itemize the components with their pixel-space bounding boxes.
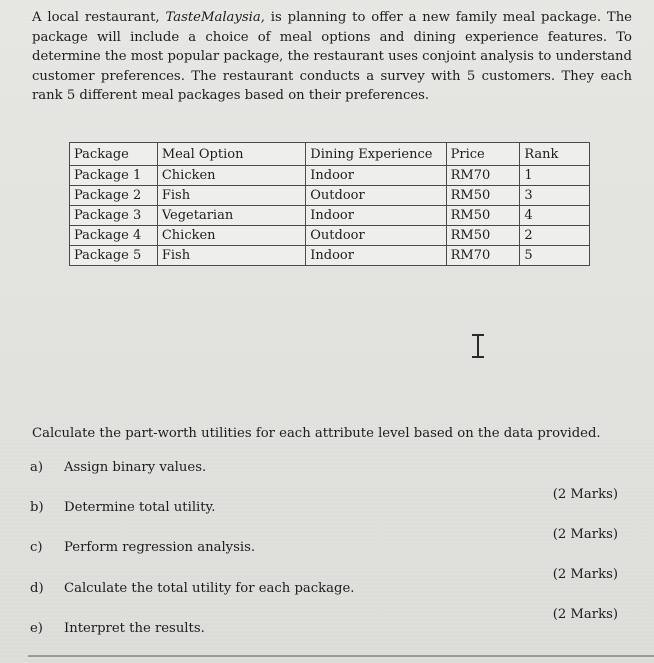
part-text: Interpret the results. — [64, 621, 205, 636]
cell-dining-experience: Indoor — [306, 206, 446, 226]
part-label: b) — [30, 500, 44, 515]
part-b — [30, 500, 215, 515]
cell-price: RM50 — [446, 186, 520, 206]
part-label: c) — [30, 540, 43, 555]
cell-dining-experience: Outdoor — [306, 226, 446, 246]
cell-package: Package 3 — [70, 206, 158, 226]
cell-dining-experience: Indoor — [306, 166, 446, 186]
part-text: Calculate the total utility for each package. — [64, 581, 355, 596]
part-e — [30, 621, 205, 636]
marks-d: (2 Marks) — [552, 607, 618, 622]
cell-meal-option: Chicken — [157, 226, 305, 246]
cell-meal-option: Chicken — [157, 166, 305, 186]
packages-table — [69, 142, 590, 266]
part-text: Determine total utility. — [64, 500, 216, 515]
cell-price: RM70 — [446, 166, 520, 186]
cell-meal-option: Fish — [157, 186, 305, 206]
header-dining-experience: Dining Experience — [306, 143, 446, 166]
intro-text-rest: , is planning to offer a new family meal package. The package will include a choice of meal options and dining experience features. To determine the most popular package, the restaurant uses conjoint analysis to understand customer preferences. The restaurant conducts a survey with 5 customers. They each rank 5 different meal packages based on their preferences. — [32, 10, 632, 104]
intro-text-start: A local restaurant, — [32, 10, 166, 25]
table-row — [70, 246, 590, 266]
restaurant-name: TasteMalaysia — [165, 10, 261, 25]
part-label: e) — [30, 621, 43, 636]
part-text: Perform regression analysis. — [64, 540, 256, 555]
cell-package: Package 1 — [70, 166, 158, 186]
cell-rank: 3 — [520, 186, 590, 206]
text-cursor-icon — [470, 333, 486, 359]
table-header-row — [70, 143, 590, 166]
marks-c: (2 Marks) — [552, 567, 618, 582]
header-meal-option: Meal Option — [157, 143, 305, 166]
cell-rank: 5 — [520, 246, 590, 266]
intro-paragraph — [32, 8, 632, 106]
cell-rank: 4 — [520, 206, 590, 226]
part-text: Assign binary values. — [64, 460, 207, 475]
cell-meal-option: Fish — [157, 246, 305, 266]
cell-dining-experience: Outdoor — [306, 186, 446, 206]
cell-package: Package 5 — [70, 246, 158, 266]
cell-rank: 1 — [520, 166, 590, 186]
cell-price: RM50 — [446, 226, 520, 246]
header-rank: Rank — [520, 143, 590, 166]
bottom-divider — [28, 655, 654, 657]
marks-b: (2 Marks) — [552, 527, 618, 542]
marks-a: (2 Marks) — [552, 487, 618, 502]
cell-price: RM70 — [446, 246, 520, 266]
table-row — [70, 226, 590, 246]
cell-package: Package 2 — [70, 186, 158, 206]
cell-dining-experience: Indoor — [306, 246, 446, 266]
cell-package: Package 4 — [70, 226, 158, 246]
header-package: Package — [70, 143, 158, 166]
part-label: d) — [30, 581, 44, 596]
part-a — [30, 460, 206, 475]
table-row — [70, 186, 590, 206]
table-row — [70, 206, 590, 226]
question-text: Calculate the part-worth utilities for each attribute level based on the data provided. — [32, 426, 601, 441]
header-price: Price — [446, 143, 520, 166]
table-row — [70, 166, 590, 186]
cell-meal-option: Vegetarian — [157, 206, 305, 226]
part-d — [30, 581, 354, 596]
cell-rank: 2 — [520, 226, 590, 246]
part-label: a) — [30, 460, 44, 475]
part-c — [30, 540, 255, 555]
cell-price: RM50 — [446, 206, 520, 226]
